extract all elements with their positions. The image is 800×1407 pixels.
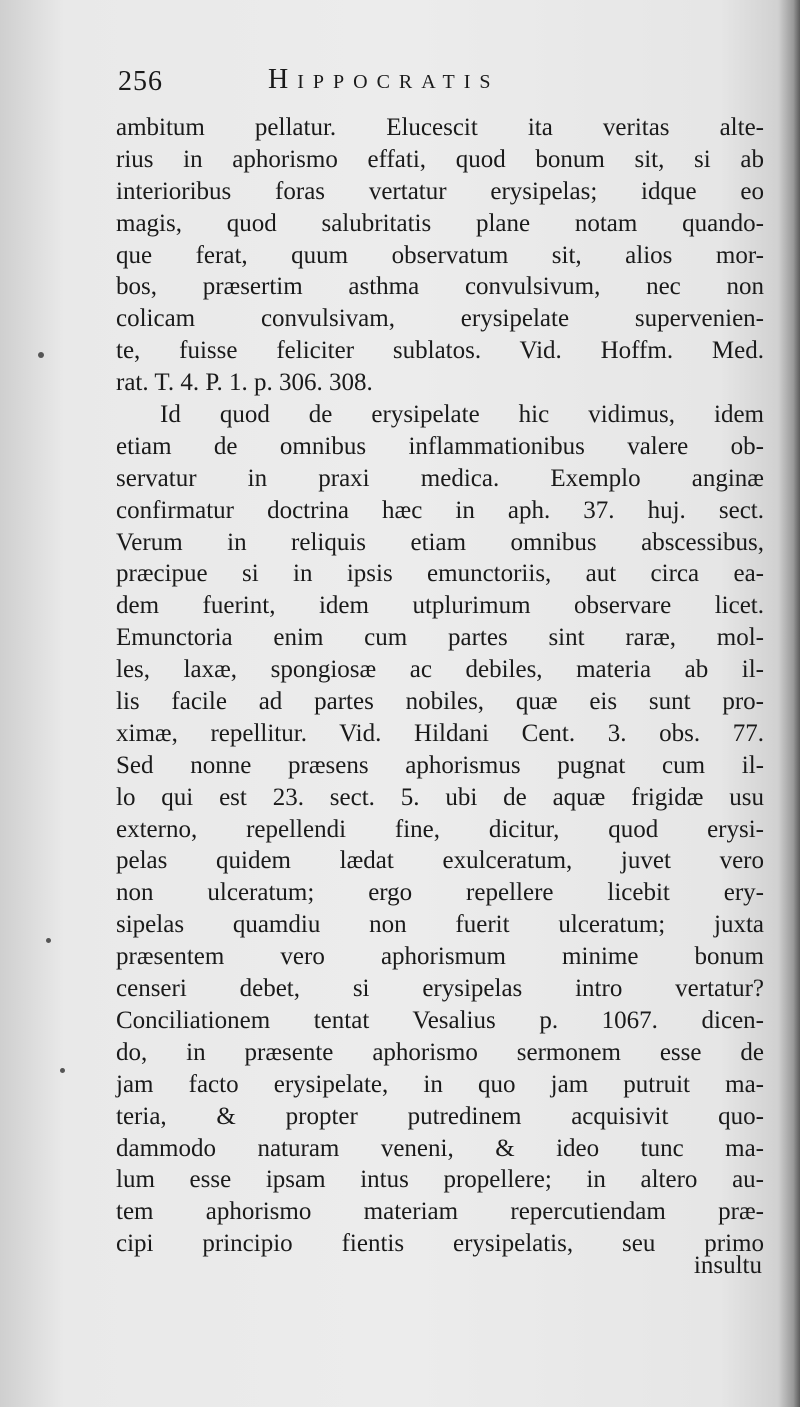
text-line: Conciliationem tentat Vesalius p. 1067. dicen- bbox=[116, 1006, 764, 1034]
text-line: jam facto erysipelate, in quo jam putruit ma- bbox=[116, 1070, 764, 1098]
ink-speck bbox=[60, 1068, 65, 1073]
text-line: teria, & propter putredinem acquisivit quo- bbox=[116, 1102, 764, 1130]
running-head: Hippocratis bbox=[268, 64, 500, 95]
text-line: dammodo naturam veneni, & ideo tunc ma- bbox=[116, 1134, 764, 1162]
text-line: sipelas quamdiu non fuerit ulceratum; juxta bbox=[116, 911, 764, 939]
text-line: magis, quod salubritatis plane notam quando- bbox=[116, 209, 764, 237]
text-line: cipi principio fientis erysipelatis, seu primo bbox=[116, 1230, 764, 1258]
ink-speck bbox=[46, 938, 51, 943]
text-line: te, fuisse feliciter sublatos. Vid. Hoffm. Med. bbox=[116, 337, 764, 365]
text-line: rius in aphorismo effati, quod bonum sit, si ab bbox=[116, 145, 764, 173]
body-text bbox=[116, 112, 764, 1260]
catchword: insultu bbox=[693, 1252, 762, 1279]
text-line: que ferat, quum observatum sit, alios mor- bbox=[116, 241, 764, 269]
text-line: lo qui est 23. sect. 5. ubi de aquæ frigidæ usu bbox=[116, 783, 764, 811]
text-line: ximæ, repellitur. Vid. Hildani Cent. 3. obs. 77. bbox=[116, 719, 764, 747]
text-line: præcipue si in ipsis emunctoriis, aut circa ea- bbox=[116, 560, 764, 588]
text-line: Sed nonne præsens aphorismus pugnat cum il- bbox=[116, 751, 764, 779]
spine-shadow bbox=[778, 0, 800, 1407]
text-line: Emunctoria enim cum partes sint raræ, mol- bbox=[116, 624, 764, 652]
text-line: dem fuerint, idem utplurimum observare licet. bbox=[116, 592, 764, 620]
text-line: censeri debet, si erysipelas intro vertatur? bbox=[116, 975, 764, 1003]
text-line: bos, præsertim asthma convulsivum, nec non bbox=[116, 273, 764, 301]
text-line: lum esse ipsam intus propellere; in altero au- bbox=[116, 1166, 764, 1194]
text-line: do, in præsente aphorismo sermonem esse de bbox=[116, 1038, 764, 1066]
text-line: rat. T. 4. P. 1. p. 306. 308. bbox=[116, 369, 373, 397]
text-line: pelas quidem lædat exulceratum, juvet vero bbox=[116, 847, 764, 875]
text-line: externo, repellendi fine, dicitur, quod erysi- bbox=[116, 815, 764, 843]
text-line: Verum in reliquis etiam omnibus abscessibus, bbox=[116, 528, 764, 556]
text-line: lis facile ad partes nobiles, quæ eis sunt pro- bbox=[116, 688, 764, 716]
text-line: non ulceratum; ergo repellere licebit ery- bbox=[116, 879, 764, 907]
text-line: etiam de omnibus inflammationibus valere ob- bbox=[116, 432, 764, 460]
text-line: Id quod de erysipelate hic vidimus, idem bbox=[160, 401, 764, 429]
text-line: confirmatur doctrina hæc in aph. 37. huj. sect. bbox=[116, 496, 764, 524]
text-line: les, laxæ, spongiosæ ac debiles, materia ab il- bbox=[116, 656, 764, 684]
text-line: tem aphorismo materiam repercutiendam præ- bbox=[116, 1198, 764, 1226]
text-line: præsentem vero aphorismum minime bonum bbox=[116, 943, 764, 971]
page-header bbox=[118, 62, 768, 102]
text-line: ambitum pellatur. Elucescit ita veritas alte- bbox=[116, 114, 764, 141]
text-line: colicam convulsivam, erysipelate supervenien- bbox=[116, 305, 764, 333]
text-line: servatur in praxi medica. Exemplo anginæ bbox=[116, 464, 764, 492]
text-line: interioribus foras vertatur erysipelas; idque eo bbox=[116, 177, 764, 205]
page-number: 256 bbox=[118, 66, 163, 97]
ink-speck bbox=[38, 352, 44, 358]
